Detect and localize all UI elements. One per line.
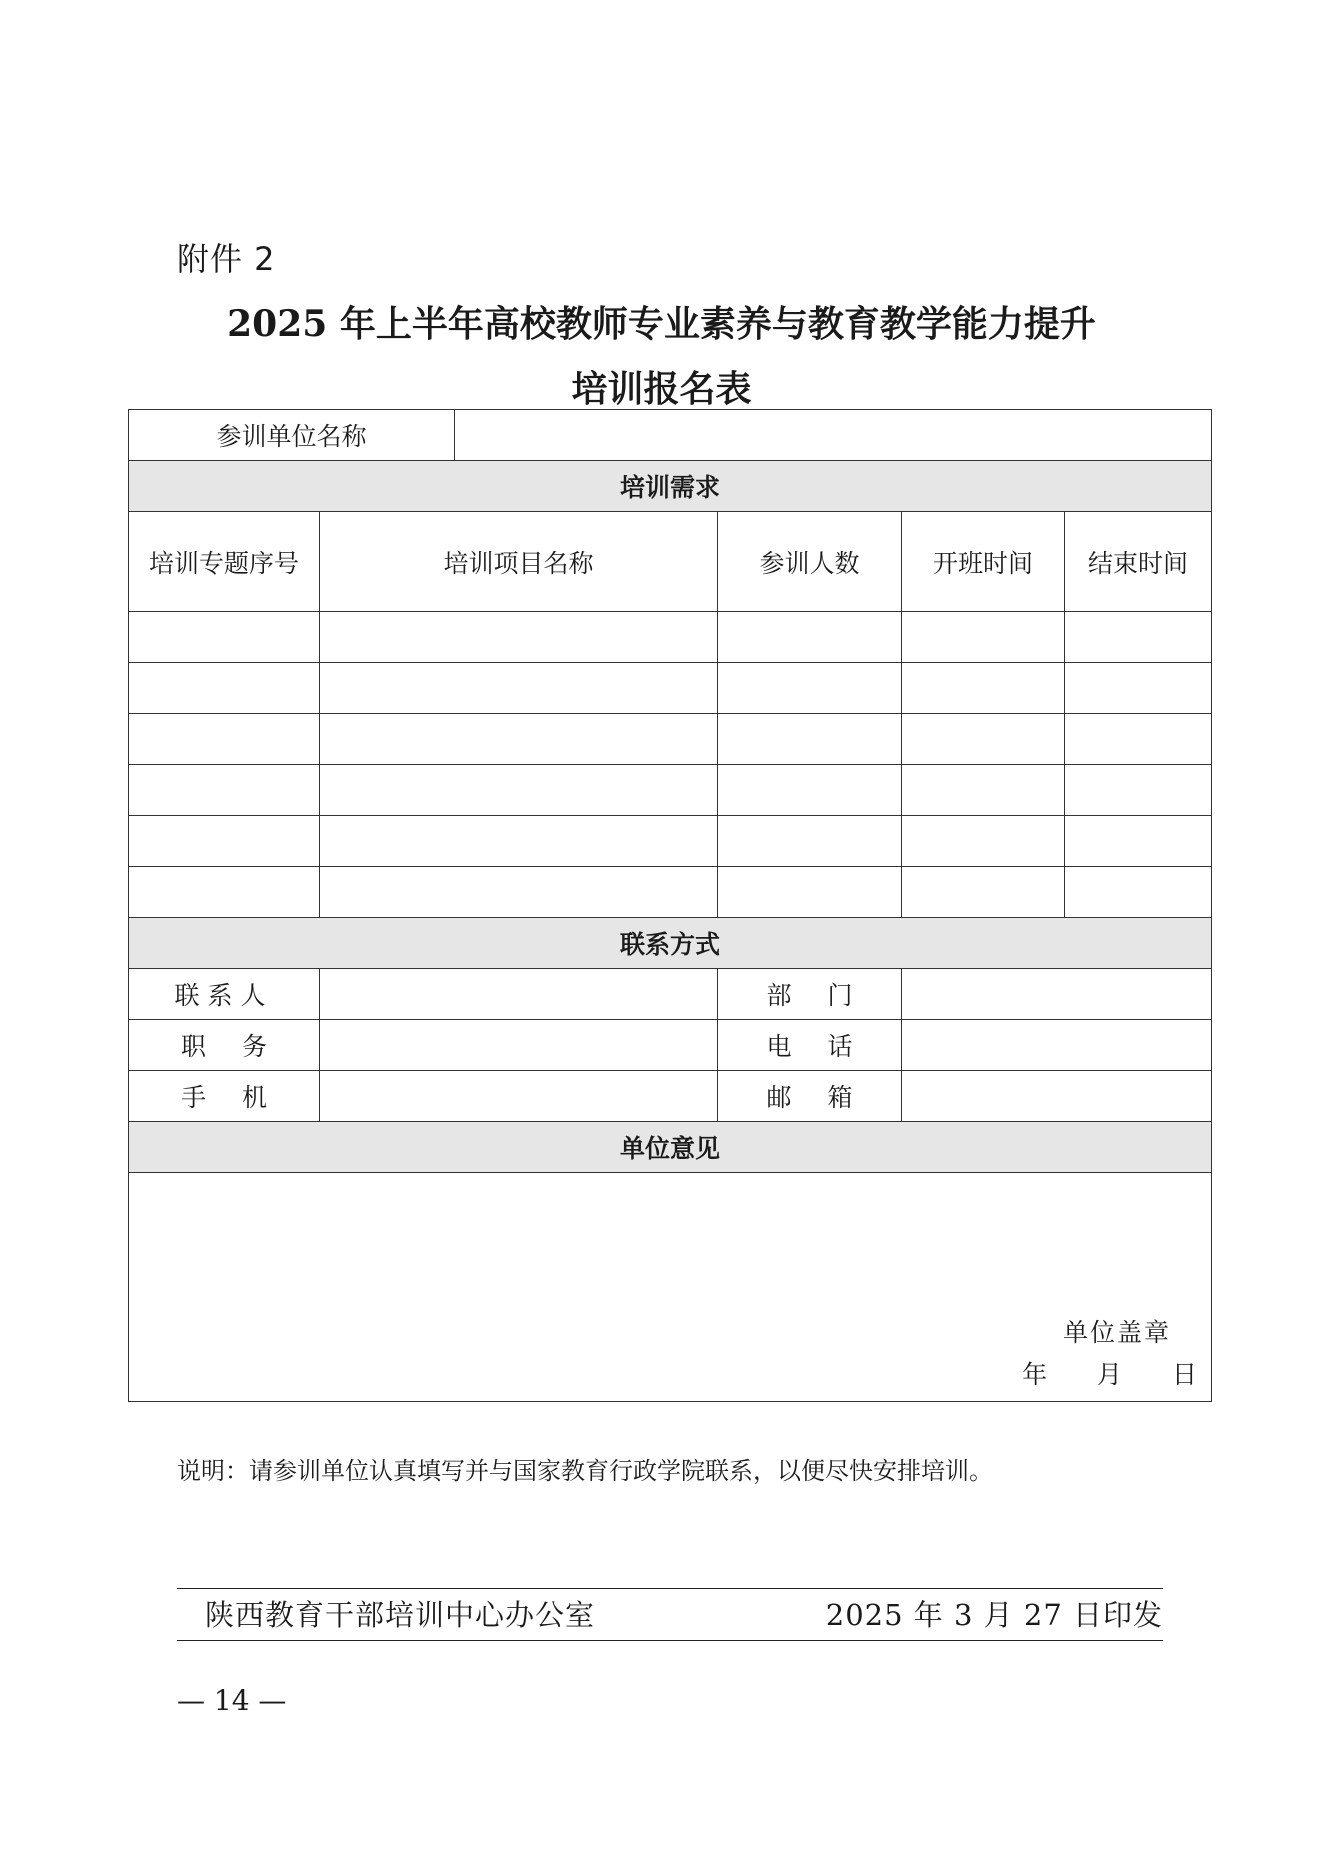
- col-participants: 参训人数: [718, 512, 902, 612]
- mobile-field[interactable]: [320, 1071, 718, 1122]
- position-field[interactable]: [320, 1020, 718, 1071]
- table-row: [129, 663, 1212, 714]
- section-unit-opinion: 单位意见: [129, 1122, 1212, 1173]
- month-label: 月: [1097, 1360, 1123, 1389]
- cell-project-name[interactable]: [320, 867, 718, 918]
- footer-bottom-rule: [177, 1640, 1163, 1641]
- cell-start-time[interactable]: [902, 714, 1065, 765]
- cell-end-time[interactable]: [1065, 612, 1212, 663]
- unit-seal-label: 单位盖章: [1063, 1318, 1172, 1347]
- registration-form: [128, 409, 1212, 1402]
- cell-end-time[interactable]: [1065, 714, 1212, 765]
- col-topic-number: 培训专题序号: [129, 512, 320, 612]
- year-label: 年: [1022, 1360, 1048, 1389]
- cell-topic-number[interactable]: [129, 816, 320, 867]
- department-label: 部门: [718, 969, 902, 1020]
- date-line: [980, 1355, 1197, 1391]
- cell-project-name[interactable]: [320, 714, 718, 765]
- cell-start-time[interactable]: [902, 663, 1065, 714]
- cell-project-name[interactable]: [320, 612, 718, 663]
- cell-topic-number[interactable]: [129, 612, 320, 663]
- issuer: 陕西教育干部培训中心办公室: [205, 1598, 596, 1632]
- phone-field[interactable]: [902, 1020, 1212, 1071]
- cell-participants[interactable]: [718, 816, 902, 867]
- cell-start-time[interactable]: [902, 765, 1065, 816]
- col-start-time: 开班时间: [902, 512, 1065, 612]
- contact-person-label: 联系人: [129, 969, 320, 1020]
- table-row: [129, 816, 1212, 867]
- cell-participants[interactable]: [718, 663, 902, 714]
- cell-participants[interactable]: [718, 867, 902, 918]
- cell-end-time[interactable]: [1065, 816, 1212, 867]
- document-subtitle: 培训报名表: [571, 368, 752, 410]
- cell-participants[interactable]: [718, 714, 902, 765]
- cell-start-time[interactable]: [902, 816, 1065, 867]
- issue-date: 2025 年 3 月 27 日印发: [825, 1598, 1163, 1632]
- email-label: 邮箱: [718, 1071, 902, 1122]
- section-contact: 联系方式: [129, 918, 1212, 969]
- unit-name-label: 参训单位名称: [129, 410, 455, 461]
- form-note: 说明：请参训单位认真填写并与国家教育行政学院联系，以便尽快安排培训。: [177, 1457, 993, 1485]
- cell-participants[interactable]: [718, 612, 902, 663]
- cell-end-time[interactable]: [1065, 867, 1212, 918]
- cell-topic-number[interactable]: [129, 714, 320, 765]
- section-training-needs: 培训需求: [129, 461, 1212, 512]
- cell-topic-number[interactable]: [129, 663, 320, 714]
- unit-name-field[interactable]: [455, 410, 1212, 461]
- document-title: 2025 年上半年高校教师专业素养与教育教学能力提升: [227, 303, 1096, 345]
- cell-start-time[interactable]: [902, 612, 1065, 663]
- phone-label: 电话: [718, 1020, 902, 1071]
- cell-participants[interactable]: [718, 765, 902, 816]
- table-row: [129, 612, 1212, 663]
- unit-opinion-field[interactable]: [129, 1173, 1212, 1402]
- attachment-label: 附件 2: [177, 240, 276, 278]
- table-row: [129, 867, 1212, 918]
- cell-topic-number[interactable]: [129, 765, 320, 816]
- department-field[interactable]: [902, 969, 1212, 1020]
- cell-start-time[interactable]: [902, 867, 1065, 918]
- page-number: — 14 —: [177, 1684, 287, 1717]
- day-label: 日: [1172, 1360, 1198, 1389]
- mobile-label: 手机: [129, 1071, 320, 1122]
- contact-person-field[interactable]: [320, 969, 718, 1020]
- cell-project-name[interactable]: [320, 816, 718, 867]
- cell-end-time[interactable]: [1065, 663, 1212, 714]
- position-label: 职务: [129, 1020, 320, 1071]
- cell-project-name[interactable]: [320, 765, 718, 816]
- footer-top-rule: [177, 1588, 1163, 1589]
- email-field[interactable]: [902, 1071, 1212, 1122]
- col-project-name: 培训项目名称: [320, 512, 718, 612]
- cell-topic-number[interactable]: [129, 867, 320, 918]
- cell-project-name[interactable]: [320, 663, 718, 714]
- table-row: [129, 714, 1212, 765]
- cell-end-time[interactable]: [1065, 765, 1212, 816]
- table-row: [129, 765, 1212, 816]
- col-end-time: 结束时间: [1065, 512, 1212, 612]
